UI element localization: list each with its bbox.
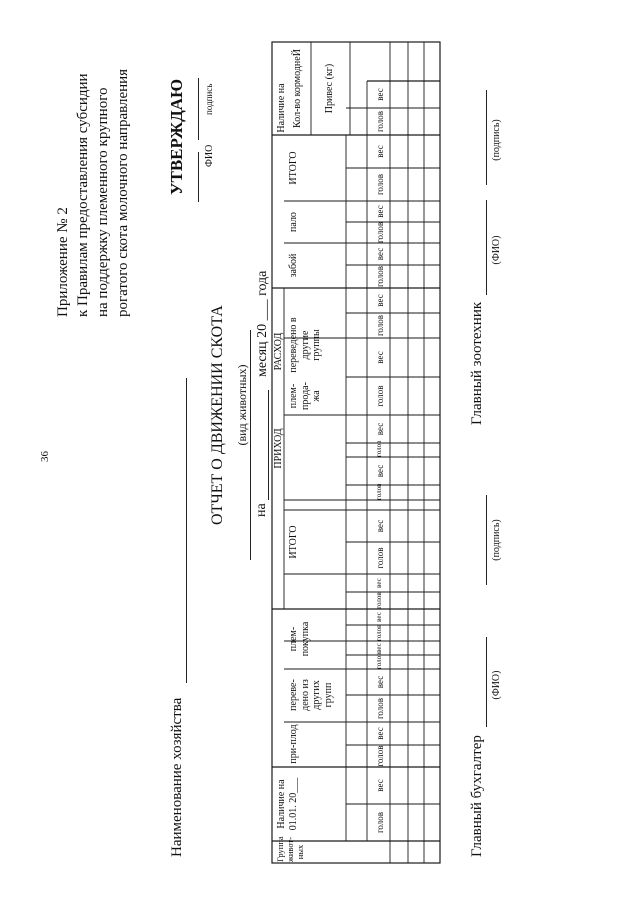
income-4-head: голов (375, 624, 383, 641)
zootech-label: Главный зоотехник (469, 301, 485, 425)
income-3-weight: вес (375, 643, 383, 653)
expense-3-head: голов (375, 314, 385, 337)
approval-fio-caption: ФИО (204, 144, 215, 167)
col-income-2: переве-дено из других групп (288, 679, 334, 711)
expense-5-weight: вес (375, 205, 385, 218)
col-expense-3: переведено в другие группы (288, 317, 322, 373)
opening-head: голов (375, 811, 385, 834)
col-gain: Привес (кг) (324, 63, 335, 114)
appendix-line-3: рогатого скота молочного направления (115, 68, 131, 317)
zootech-fio-caption: (ФИО) (491, 235, 502, 265)
zootech-fio-line (486, 200, 487, 295)
report-on-prefix: на (254, 503, 269, 517)
income-1-head: голов (375, 745, 385, 767)
accountant-label: Главный бухгалтер (469, 735, 485, 857)
income-3-head: голов (375, 652, 383, 669)
accountant-fio-line (486, 637, 487, 727)
closing-weight: вес (375, 88, 385, 101)
appendix-title: Приложение № 2 (55, 207, 71, 317)
expense-5-head: голов (375, 221, 385, 243)
col-income-1: при-плод (288, 724, 299, 764)
accountant-signature-caption: (подпись) (491, 519, 502, 561)
approval-title: УТВЕРЖДАЮ (167, 78, 186, 195)
approval-signature-caption: подпись (204, 83, 214, 115)
col-expense: РАСХОД (273, 332, 284, 371)
income-total-head: голов (375, 547, 385, 569)
expense-0-weight: вес (375, 464, 385, 478)
expense-total-head: голов (375, 173, 385, 196)
col-expense-2: плем-прода-жа (288, 382, 322, 410)
col-expense-4: забой (288, 253, 299, 278)
col-expense-6: ИТОГО (288, 151, 299, 185)
expense-1-weight: вес (375, 422, 385, 436)
col-expense-5: пало (288, 212, 299, 232)
income-1-weight: вес (375, 727, 385, 740)
income-5-weight: вес (375, 578, 383, 588)
col-income-3: плем-покупка (288, 621, 311, 657)
farm-name-label: Наименование хозяйства (169, 697, 185, 857)
zootech-signature-line (486, 90, 487, 185)
report-month-label: месяц 20 ___ года (255, 270, 270, 377)
income-5-head: голов (375, 592, 383, 609)
animal-kind-caption: (вид животных) (235, 364, 249, 446)
income-2-weight: вес (375, 675, 385, 689)
col-group: Группа живот-ных (275, 836, 305, 862)
income-total-weight: вес (375, 519, 385, 533)
col-closing: Наличие на (276, 83, 287, 133)
page-number: 36 (39, 451, 51, 462)
income-4-weight: вес (375, 612, 383, 622)
closing-head: голов (375, 110, 385, 133)
col-income: ПРИХОД (273, 428, 284, 469)
appendix-line-1: к Правилам предоставления субсидии (75, 73, 91, 317)
appendix-line-2: на поддержку племенного крупного (95, 87, 111, 317)
expense-3-weight: вес (375, 294, 385, 307)
income-2-head: голов (375, 697, 385, 720)
expense-total-weight: вес (375, 145, 385, 158)
expense-0-head: голов (375, 483, 383, 500)
col-opening: Наличие на 01.01. 20___ (276, 777, 299, 831)
col-income-5: ИТОГО (288, 525, 299, 559)
accountant-fio-caption: (ФИО) (491, 670, 502, 700)
expense-1-head: голов (375, 440, 383, 457)
report-title: ОТЧЕТ О ДВИЖЕНИИ СКОТА (209, 305, 226, 525)
expense-4-weight: вес (375, 247, 385, 261)
col-feed-days: Кол-во кормоднеЙ (292, 49, 303, 128)
expense-2-head: голов (375, 385, 385, 407)
expense-2-weight: вес (375, 351, 385, 364)
expense-4-head: голов (375, 265, 385, 288)
accountant-signature-line (486, 495, 487, 585)
zootech-signature-caption: (подпись) (491, 119, 502, 161)
opening-weight: вес (375, 779, 385, 792)
